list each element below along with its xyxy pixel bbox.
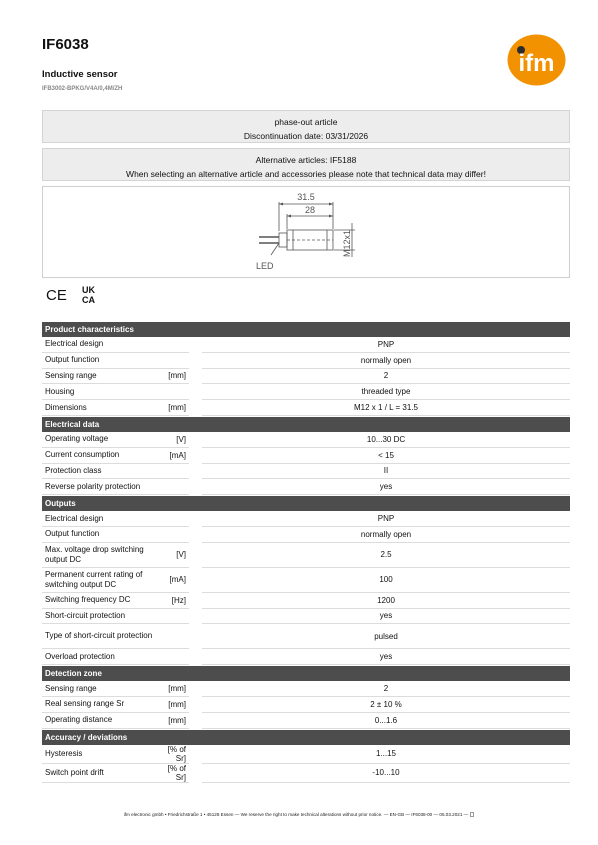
alternative-articles: Alternative articles: IF5188 — [255, 155, 357, 165]
spec-label: Switching frequency DC — [42, 593, 162, 609]
spec-row — [42, 697, 570, 713]
phase-out-notice — [42, 110, 570, 143]
dimension-drawing — [42, 186, 570, 278]
spec-label: Current consumption — [42, 448, 162, 464]
spec-label: Output function — [42, 353, 162, 369]
section-header: Outputs — [42, 496, 570, 511]
spec-value: 1...15 — [202, 745, 570, 764]
product-title: IF6038 — [42, 36, 89, 53]
dim-total-label: 31.5 — [297, 192, 315, 202]
ce-ukca-icon — [46, 284, 106, 304]
spec-label: Output function — [42, 527, 162, 543]
spec-row — [42, 713, 570, 729]
spec-row — [42, 527, 570, 543]
spec-value: 2 — [202, 369, 570, 385]
spec-row — [42, 464, 570, 480]
spec-value: 10...30 DC — [202, 432, 570, 448]
page-footer — [0, 812, 598, 817]
section-header: Detection zone — [42, 666, 570, 681]
dim-thread-label: 28 — [304, 205, 316, 215]
certification-marks — [46, 284, 106, 304]
spec-value: 0...1.6 — [202, 713, 570, 729]
spec-value: M12 x 1 / L = 31.5 — [202, 400, 570, 416]
alternatives-notice — [42, 148, 570, 181]
spec-value: PNP — [202, 511, 570, 527]
spec-label: Electrical design — [42, 511, 162, 527]
spec-label: Sensing range — [42, 369, 162, 385]
spec-unit: [mm] — [162, 697, 189, 713]
spec-unit — [162, 337, 189, 353]
discontinuation-date: Discontinuation date: 03/31/2026 — [243, 131, 369, 141]
spec-row — [42, 764, 570, 783]
product-subtitle: Inductive sensor — [42, 69, 118, 80]
spec-label: Overload protection — [42, 649, 162, 665]
spec-row — [42, 432, 570, 448]
spec-value: -10...10 — [202, 764, 570, 783]
spec-label: Short-circuit protection — [42, 609, 162, 625]
dim-diameter-label: M12x1 — [342, 229, 352, 257]
spec-label: Hysteresis — [42, 745, 162, 764]
spec-label: Electrical design — [42, 337, 162, 353]
spec-label: Switch point drift — [42, 764, 162, 783]
spec-label: Housing — [42, 384, 162, 400]
spec-label: Dimensions — [42, 400, 162, 416]
spec-label: Protection class — [42, 464, 162, 480]
section-header: Product characteristics — [42, 322, 570, 337]
spec-row — [42, 448, 570, 464]
spec-unit — [162, 527, 189, 543]
spec-unit: [mm] — [162, 681, 189, 697]
spec-value: pulsed — [202, 624, 570, 649]
spec-row — [42, 609, 570, 625]
spec-value: normally open — [202, 353, 570, 369]
spec-value: yes — [202, 479, 570, 495]
spec-row — [42, 745, 570, 764]
spec-label: Operating voltage — [42, 432, 162, 448]
spec-row — [42, 681, 570, 697]
spec-unit — [162, 649, 189, 665]
ukca-top: UK — [82, 285, 95, 295]
spec-row — [42, 649, 570, 665]
spec-unit: [mm] — [162, 369, 189, 385]
sensor-drawing-icon — [43, 187, 571, 279]
spec-unit: [V] — [162, 432, 189, 448]
spec-row — [42, 593, 570, 609]
spec-label: Permanent current rating of switching output DC — [42, 568, 162, 593]
footer-text: ifm electronic gmbh • Friedrichstraße 1 • 45128 Essen — We reserve the right to make technical alterations without prior notice. — EN-GB — IF6038-00 — 05.03.2021 — — [123, 812, 469, 817]
spec-unit — [162, 511, 189, 527]
flag-icon — [470, 812, 474, 817]
spec-label: Real sensing range Sr — [42, 697, 162, 713]
spec-unit — [162, 624, 189, 649]
spec-row — [42, 400, 570, 416]
spec-row — [42, 543, 570, 568]
spec-unit: [mA] — [162, 568, 189, 593]
spec-unit: [mm] — [162, 400, 189, 416]
ifm-logo — [507, 34, 566, 86]
spec-label: Reverse polarity protection — [42, 479, 162, 495]
phase-out-label: phase-out article — [274, 117, 338, 127]
spec-unit: [V] — [162, 543, 189, 568]
spec-unit: [Hz] — [162, 593, 189, 609]
spec-row — [42, 479, 570, 495]
spec-unit — [162, 353, 189, 369]
spec-row — [42, 384, 570, 400]
spec-row — [42, 568, 570, 593]
ukca-bottom: CA — [82, 295, 95, 304]
spec-value: threaded type — [202, 384, 570, 400]
spec-unit: [mA] — [162, 448, 189, 464]
spec-value: 2.5 — [202, 543, 570, 568]
spec-row — [42, 337, 570, 353]
article-code: IFB3002-BPKG/V4A/0,4M/ZH — [42, 86, 123, 92]
section-header: Electrical data — [42, 417, 570, 432]
spec-unit: [% of Sr] — [162, 764, 189, 783]
alternatives-note: When selecting an alternative article and accessories please note that technical data may differ! — [126, 169, 486, 179]
spec-value: 1200 — [202, 593, 570, 609]
spec-value: 2 — [202, 681, 570, 697]
spec-value: yes — [202, 649, 570, 665]
spec-value: II — [202, 464, 570, 480]
spec-unit — [162, 384, 189, 400]
spec-unit — [162, 609, 189, 625]
spec-unit: [mm] — [162, 713, 189, 729]
spec-unit — [162, 464, 189, 480]
section-header: Accuracy / deviations — [42, 730, 570, 745]
spec-value: yes — [202, 609, 570, 625]
ce-mark: CE — [46, 287, 67, 304]
spec-row — [42, 624, 570, 649]
spec-value: < 15 — [202, 448, 570, 464]
spec-unit: [% of Sr] — [162, 745, 189, 764]
spec-row — [42, 511, 570, 527]
spec-label: Sensing range — [42, 681, 162, 697]
spec-value: normally open — [202, 527, 570, 543]
spec-value: 100 — [202, 568, 570, 593]
spec-label: Type of short-circuit protection — [42, 624, 162, 649]
spec-value: 2 ± 10 % — [202, 697, 570, 713]
spec-row — [42, 353, 570, 369]
logo-text: ifm — [518, 50, 555, 77]
spec-row — [42, 369, 570, 385]
spec-label: Max. voltage drop switching output DC — [42, 543, 162, 568]
spec-unit — [162, 479, 189, 495]
spec-table — [42, 321, 570, 783]
led-label: LED — [256, 261, 274, 271]
spec-value: PNP — [202, 337, 570, 353]
spec-label: Operating distance — [42, 713, 162, 729]
